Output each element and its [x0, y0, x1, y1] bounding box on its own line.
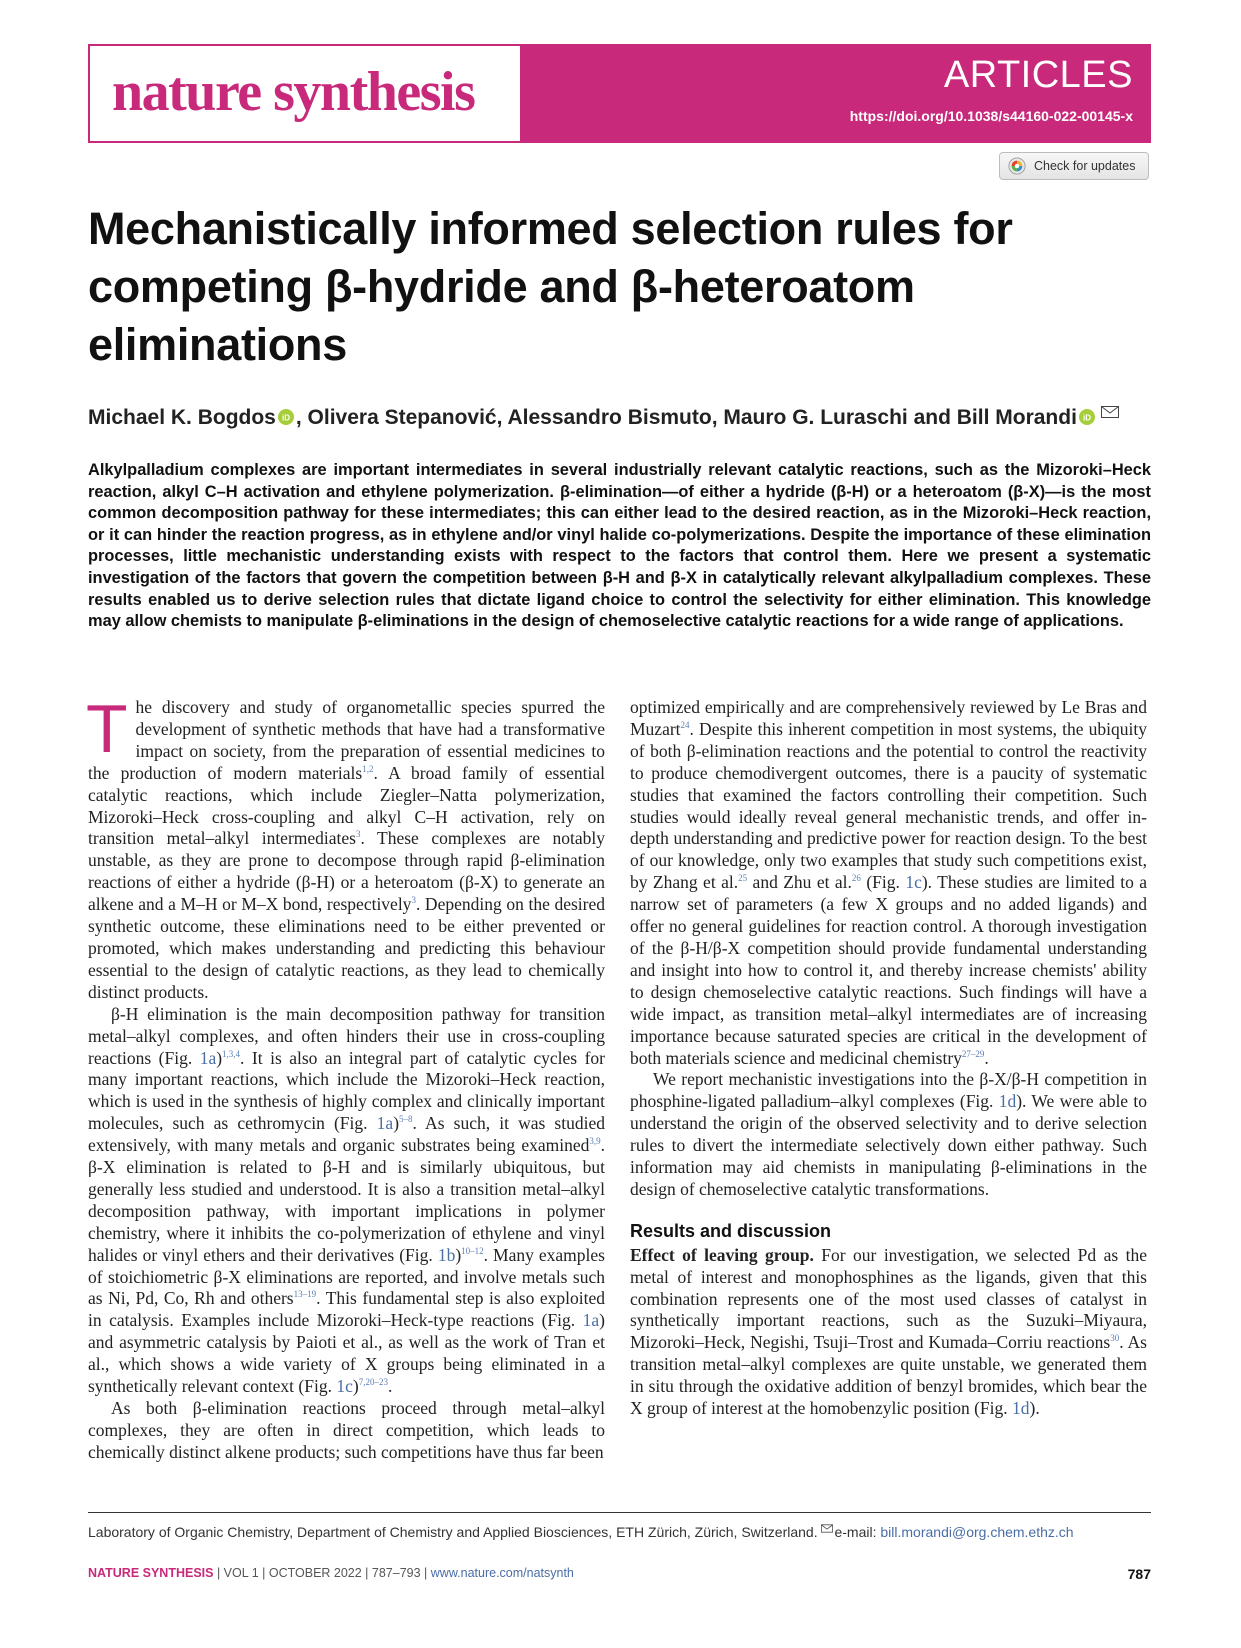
svg-text:iD: iD: [281, 413, 290, 423]
text-run: . β-X elimination is related to β-H and is similarly ubiquitous, but generally less studied and understood. It is also a transition metal–alkyl decomposition pathway, with important implications in polymer chemistry, where it inhibits the co-polymerization of ethylene and vinyl halides or vinyl ethers and their derivatives (Fig.: [88, 1135, 605, 1265]
footer-divider: [88, 1512, 1151, 1513]
author-name[interactable]: Michael K. Bogdos: [88, 406, 276, 429]
orcid-icon[interactable]: [278, 409, 294, 425]
reference-link[interactable]: 3,9: [589, 1136, 601, 1147]
text-run: ). We were able to understand the origin of the observed selectivity and to derive selection rules to divert the intermediate selectively down either pathway. Such information may aid chemists in manipulating β-eliminations in the design of chemoselective catalytic transformations.: [630, 1091, 1147, 1199]
crossmark-icon: [1008, 157, 1026, 175]
footer-url-link[interactable]: www.nature.com/natsynth: [430, 1566, 574, 1580]
footer-citation: | VOL 1 | OCTOBER 2022 | 787–793 |: [213, 1566, 431, 1580]
reference-link[interactable]: 27–29: [961, 1048, 985, 1059]
body-paragraph-continued: [630, 697, 1147, 1069]
text-run: ): [393, 1113, 400, 1134]
reference-link[interactable]: 26: [851, 873, 861, 884]
doi-link[interactable]: https://doi.org/10.1038/s44160-022-00145-x: [849, 108, 1133, 124]
figure-link[interactable]: 1a: [582, 1310, 600, 1331]
article-title: Mechanistically informed selection rules for competing β-hydride and β-heteroatom eliminations: [88, 203, 1013, 370]
orcid-icon[interactable]: [1079, 409, 1095, 425]
svg-text:iD: iD: [1082, 413, 1091, 423]
footer-journal: NATURE SYNTHESIS: [88, 1566, 214, 1580]
body-paragraph: [86, 691, 605, 1004]
figure-link[interactable]: 1d: [1012, 1398, 1030, 1419]
text-run: . It is also an integral part of catalytic cycles for many important reactions, which include the Mizoroki–Heck reaction, which is used in the synthesis of highly complex and clinically important molecules, such as cethromycin (Fig.: [88, 1047, 605, 1134]
reference-link[interactable]: 13–19: [293, 1289, 317, 1300]
reference-link[interactable]: 25: [738, 873, 748, 884]
affiliation-text: Laboratory of Organic Chemistry, Department of Chemistry and Applied Biosciences, ETH Zürich, Zürich, Switzerland.: [88, 1524, 822, 1540]
check-for-updates-label: Check for updates: [1034, 159, 1136, 173]
figure-link[interactable]: 1c: [905, 872, 922, 893]
check-for-updates-button[interactable]: [999, 152, 1149, 180]
author-list: [88, 406, 1168, 430]
envelope-icon[interactable]: [1101, 406, 1119, 418]
figure-link[interactable]: 1c: [336, 1376, 353, 1397]
journal-logo[interactable]: nature synthesis: [112, 60, 475, 123]
running-footer: [88, 1566, 574, 1580]
abstract: Alkylpalladium complexes are important intermediates in several industrially relevant catalytic reactions, such as the Mizoroki–Heck reaction, alkyl C–H activation and ethylene polymerization. β-elimination—of either a hydride (β-H) or a heteroatom (β-X)—is the most common decomposition pathway for these intermediates; this can either lead to the desired reaction, as in the Mizoroki–Heck reaction, or it can hinder the reaction progress, as in ethylene and/or vinyl halide co-polymerizations. Despite the importance of these elimination processes, little mechanistic understanding exists with respect to the factors that control them. Here we present a systematic investigation of the factors that govern the competition between β-H and β-X in catalytically relevant alkylpalladium complexes. These results enabled us to derive selection rules that dictate ligand choice to control the selectivity for either elimination. This knowledge may allow chemists to manipulate β-eliminations in the design of chemoselective catalytic reactions for a wide range of applications.: [88, 461, 1151, 631]
text-run: β-H elimination is the main decomposition pathway for transition metal–alkyl complexes, and often hinders their use in cross-coupling reactions (Fig.: [88, 1003, 605, 1068]
text-run: . As transition metal–alkyl complexes are quite unstable, we generated them in situ through the oxidative addition of benzyl bromides, which bear the X group of interest at the homobenzylic position (Fig.: [630, 1332, 1147, 1419]
reference-link[interactable]: 5–8: [399, 1114, 413, 1125]
text-run: . Many examples of stoichiometric β-X eliminations are reported, and involve metals such as Ni, Pd, Co, Rh and others: [88, 1244, 605, 1309]
text-run: ): [455, 1244, 462, 1265]
text-run: .: [387, 1376, 393, 1397]
text-run: ) and asymmetric catalysis by Paioti et al., as well as the work of Tran et al., which shows a wide variety of X groups being eliminated in a synthetically relevant context (Fig.: [88, 1310, 605, 1397]
reference-link[interactable]: 7,20–23: [358, 1377, 388, 1388]
author-names[interactable]: , Olivera Stepanović, Alessandro Bismuto, Mauro G. Luraschi and Bill Morandi: [295, 406, 1077, 429]
reference-link[interactable]: 30: [1110, 1333, 1120, 1344]
figure-link[interactable]: 1a: [199, 1047, 217, 1068]
text-run: For our investigation, we selected Pd as the metal of interest and monophosphines as the ligands, given that this combination represents one of the most used classes of catalyst in synthetically important reactions, such as the Suzuki–Miyaura, Mizoroki–Heck, Negishi, Tsuji–Trost and Kumada–Corriu reactions: [630, 1244, 1147, 1353]
section-label: ARTICLES: [943, 54, 1133, 96]
body-paragraph: [630, 1069, 1147, 1200]
reference-link[interactable]: 10–12: [461, 1245, 484, 1256]
page-number: 787: [1127, 1566, 1151, 1582]
reference-link[interactable]: 3: [411, 895, 416, 906]
body-column-right: [630, 697, 1147, 1420]
body-paragraph: [88, 1398, 605, 1464]
affiliation-note: [88, 1524, 1168, 1540]
text-run: . A broad family of essential catalytic reactions, which include Ziegler–Natta polymerization, Mizoroki–Heck cross-coupling and alkyl C–H activation, rely on transition metal–alkyl intermediates: [88, 762, 605, 849]
text-run: (Fig.: [860, 872, 906, 893]
email-label: e-mail:: [834, 1524, 881, 1540]
journal-banner: [88, 44, 1151, 143]
text-run: . Depending on the desired synthetic outcome, these eliminations need to be either prevented or promoted, which makes understanding and predicting this behaviour essential to the design of catalytic reactions, as they lead to chemically distinct products.: [88, 894, 605, 1002]
body-paragraph: [630, 1245, 1147, 1420]
text-run: he discovery and study of organometallic species spurred the development of synthetic methods that have had a transformative impact on society, from the preparation of essential medicines to the production of modern materials: [88, 697, 605, 783]
text-run: ).: [1029, 1398, 1040, 1419]
body-column-left: [86, 691, 605, 1464]
text-run: . Despite this inherent competition in most systems, the ubiquity of both β-elimination reactions and the potential to control the reactivity to produce chemodivergent outcomes, there is a paucity of systematic studies that examined the factors controlling their competition. Such studies would ideally reveal general mechanistic trends, and offer in-depth understanding and predictive power for reaction design. To the best of our knowledge, only two examples that study such competitions exist, by Zhang et al.: [630, 718, 1147, 893]
text-run: As both β-elimination reactions proceed through metal–alkyl complexes, they are often in direct competition, which leads to chemically distinct alkene products; such competitions have thus far been: [88, 1398, 605, 1462]
figure-link[interactable]: 1d: [998, 1091, 1017, 1112]
text-run: We report mechanistic investigations into the β-X/β-H competition in phosphine-ligated palladium–alkyl complexes (Fig.: [630, 1069, 1147, 1112]
body-paragraph: [88, 1004, 605, 1398]
reference-link[interactable]: 24: [680, 719, 690, 730]
text-run: . As such, it was studied extensively, with many metals and organic substrates being examined: [88, 1113, 605, 1156]
text-run: optimized empirically and are comprehensively reviewed by Le Bras and Muzart: [630, 697, 1147, 739]
envelope-icon: [821, 1524, 833, 1533]
reference-link[interactable]: 3: [355, 829, 361, 840]
text-run: ). These studies are limited to a narrow set of parameters (a few X groups and no added ligands) and offer no general guidelines for reaction control. A thorough investigation of the β-H/β-X competition should provide fundamental understanding and insight into how to control it, and thereby increase chemists' ability to design chemoselective catalytic reactions. Such findings will have a wide impact, as transition metal–alkyl intermediates are of increasing importance because saturated species are critical in the development of both materials science and medicinal chemistry: [630, 872, 1148, 1068]
text-run: ): [352, 1376, 359, 1397]
text-run: . These complexes are notably unstable, as they are prone to decompose through rapid β-elimination reactions of either a hydride (β-H) or a heteroatom (β-X) to generate an alkene and a M–H or M–X bond, respectively: [88, 828, 605, 915]
text-run: . This fundamental step is also exploited in catalysis. Examples include Mizoroki–Heck-type reactions (Fig.: [88, 1288, 605, 1331]
reference-link[interactable]: 1,3,4: [222, 1048, 241, 1059]
figure-link[interactable]: 1a: [376, 1113, 394, 1134]
reference-link[interactable]: 1,2: [362, 763, 374, 774]
section-heading: Results and discussion: [630, 1220, 832, 1241]
text-run: .: [984, 1047, 989, 1068]
journal-logo-box: [90, 46, 520, 141]
drop-cap: T: [86, 691, 128, 767]
figure-link[interactable]: 1b: [437, 1244, 456, 1265]
run-in-heading: Effect of leaving group.: [630, 1244, 814, 1265]
text-run: and Zhu et al.: [747, 872, 852, 893]
email-link[interactable]: bill.morandi@org.chem.ethz.ch: [880, 1524, 1074, 1540]
text-run: ): [216, 1047, 223, 1068]
